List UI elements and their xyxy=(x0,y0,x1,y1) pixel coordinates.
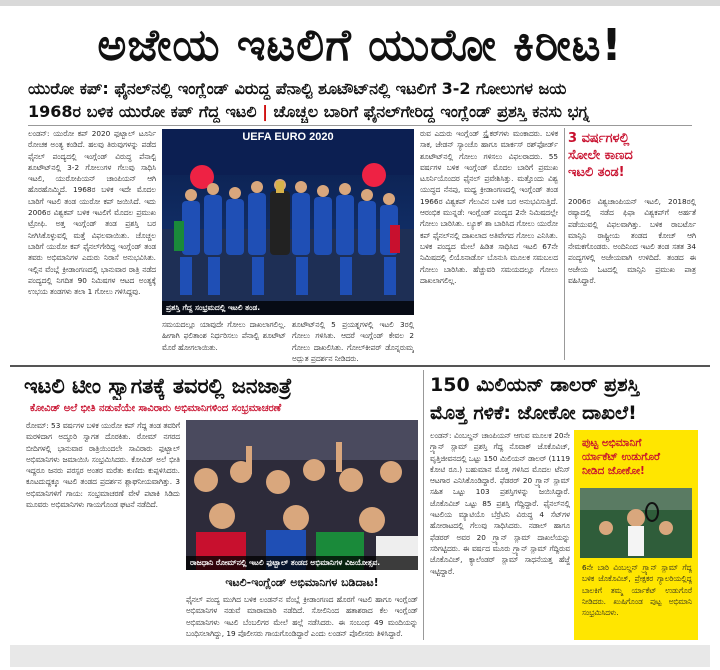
story2-bottom-body: ಫೈನಲ್ ಪಂದ್ಯ ಮುಗಿದ ಬಳಿಕ ಲಂಡನ್‌ನ ವೆಂಬ್ಲೆ ಕ್ರೀಡಾಂಗಣದ ಹೊರಗೆ ಇಟಲಿ ಹಾಗೂ ಇಂಗ್ಲೆಂಡ್ ಅಭಿಮಾನಿಗಳ ನಡುವೆ ಮಾರಾಮಾರಿ ನಡೆದಿದೆ. ಸೋಲಿನಿಂದ ಹತಾಶರಾದ ಕೆಲ ಇಂಗ್ಲೆಂಡ್ ಅಭಿಮಾನಿಗಳು ಇಟಲಿ ಬೆಂಬಲಿಗರ ಮೇಲೆ ಹಲ್ಲೆ ನಡೆಸಿದರು. ಈ ಸಂಬಂಧ 49 ಮಂದಿಯನ್ನು ಬಂಧಿಸಲಾಗಿದ್ದು, 19 ಪೊಲೀಸರು ಗಾಯಗೊಂಡಿದ್ದಾರೆ ಎಂದು ಲಂಡನ್ ಪೊಲೀಸರು ತಿಳಿಸಿದ್ದಾರೆ. xyxy=(186,595,418,638)
subhead-line-2a: 1968ರ ಬಳಿಕ ಯುರೋ ಕಪ್ ಗೆದ್ದ ಇಟಲಿ xyxy=(28,102,257,121)
divider xyxy=(423,370,424,640)
top-story-column-3: ಶೂಟೌಟ್‌ನಲ್ಲಿ 5 ಪ್ರಯತ್ನಗಳಲ್ಲಿ ಇಟಲಿ 3ರಲ್ಲಿ ಗೋಲು ಗಳಿಸಿತು. ಆದರೆ ಇಂಗ್ಲೆಂಡ್ ಕೇವಲ 2 ಗೋಲು ದಾಖಲಿಸಿತು. ಗೋಲ್‌ಕೀಪರ್ ಡೊನ್ನರುಮ್ಮ ಅದ್ಭುತ ಪ್ರದರ್ಶನ ನೀಡಿದರು. xyxy=(292,320,414,363)
top-color-strip xyxy=(0,0,720,6)
section-divider xyxy=(10,365,710,367)
photo-banner-text: UEFA EURO 2020 xyxy=(242,131,334,143)
footer-band xyxy=(10,645,710,667)
yellow-box-title xyxy=(582,436,692,478)
subhead-line-2b: ಚೊಚ್ಚಲ ಬಾರಿಗೆ ಫೈನಲ್‌ಗೇರಿದ್ದ ಇಂಗ್ಲೆಂಡ್ ಪ್ರಶಸ್ತಿ ಕನಸು ಭಗ್ನ xyxy=(273,102,590,121)
story3-headline-line1: 150 ಮಿಲಿಯನ್ ಡಾಲರ್ ಪ್ರಶಸ್ತಿ xyxy=(430,374,640,396)
divider xyxy=(564,128,565,360)
story2-headline: ಇಟಲಿ ಟೀಂ ಸ್ವಾಗತಕ್ಕೆ ತವರಲ್ಲಿ ಜನಜಾತ್ರೆ xyxy=(24,374,292,398)
sidebar-title-line: ಸೋಲೇ ಕಾಣದ xyxy=(568,148,633,163)
top-story-column-1: ಲಂಡನ್: ಯುರೋ ಕಪ್ 2020 ಫುಟ್ಬಾಲ್ ಟೂರ್ನಿ ರೋಚಕ ಅಂತ್ಯ ಕಂಡಿದೆ. ಹಲವು ತಿರುವುಗಳನ್ನು ಪಡೆದ ಫೈನಲ್ ಪಂದ್ಯದಲ್ಲಿ ಇಂಗ್ಲೆಂಡ್ ವಿರುದ್ಧ ಪೆನಾಲ್ಟಿ ಶೂಟೌಟ್‌ನಲ್ಲಿ 3-2 ಗೋಲುಗಳ ಗೆಲುವು ಸಾಧಿಸಿ ಇಟಲಿ, ಯುರೋಪಿಯನ್ ಚಾಂಪಿಯನ್ ಆಗಿ ಹೊರಹೊಮ್ಮಿದೆ. 1968ರ ಬಳಿಕ ಇದೇ ಮೊದಲ ಬಾರಿಗೆ ಇಟಲಿ ತಂಡ ಯುರೋ ಕಪ್ ಜಯಿಸಿದೆ. ಇದು 2006ರ ವಿಶ್ವಕಪ್ ಬಳಿಕ ಇಟಲಿಗೆ ಮೊದಲ ಪ್ರಮುಖ ಟ್ರೋಫಿ. ಅತ್ತ ಇಂಗ್ಲೆಂಡ್ ತಂಡ ಪ್ರಶಸ್ತಿ ಬರ ನೀಗಿಸಿಕೊಳ್ಳುವಲ್ಲಿ ಮತ್ತೆ ವಿಫಲವಾಯಿತು. ಚೊಚ್ಚಲ ಬಾರಿಗೆ ಯುರೋ ಕಪ್ ಫೈನಲ್‌ಗೇರಿದ್ದ ಇಂಗ್ಲೆಂಡ್ ತಂಡ ತವರು ಅಭಿಮಾನಿಗಳ ಎದುರು ನಿರಾಸೆ ಅನುಭವಿಸಿತು. ಇಲ್ಲಿನ ವೆಂಬ್ಲೆ ಕ್ರೀಡಾಂಗಣದಲ್ಲಿ ಭಾನುವಾರ ರಾತ್ರಿ ನಡೆದ ಪಂದ್ಯದಲ್ಲಿ ನಿಗದಿತ 90 ನಿಮಿಷಗಳ ಆಟದ ಅಂತ್ಯಕ್ಕೆ ಉಭಯ ತಂಡಗಳು ತಲಾ 1 ಗೋಲು ಗಳಿಸಿದ್ದವು. xyxy=(28,129,156,297)
italy-team-celebration-photo xyxy=(162,129,414,315)
top-story-column-2: ಸಮಯದಲ್ಲೂ ಯಾವುದೇ ಗೋಲು ದಾಖಲಾಗಲಿಲ್ಲ. ಹೀಗಾಗಿ ಫಲಿತಾಂಶ ನಿರ್ಧರಿಸಲು ಪೆನಾಲ್ಟಿ ಶೂಟೌಟ್ ಮೊರೆ ಹೋಗಲಾಯಿತು. xyxy=(162,320,286,352)
sidebar-title-line: ಇಟಲಿ ತಂಡ! xyxy=(568,165,625,180)
story3-body: ಲಂಡನ್: ವಿಂಬಲ್ಡನ್ ಚಾಂಪಿಯನ್ ಆಗುವ ಮೂಲಕ 20ನೇ ಗ್ರ್ಯಾನ್ ಸ್ಲಾಮ್ ಪ್ರಶಸ್ತಿ ಗೆದ್ದ ನೊವಾಕ್ ಜೊಕೊವಿಚ್, ವೃತ್ತಿಜೀವನದಲ್ಲಿ ಒಟ್ಟು 150 ಮಿಲಿಯನ್ ಡಾಲರ್ (1119 ಕೋಟಿ ರೂ.) ಬಹುಮಾನ ಮೊತ್ತ ಗಳಿಸಿದ ಮೊದಲ ಟೆನಿಸ್ ಆಟಗಾರ ಎನಿಸಿಕೊಂಡಿದ್ದಾರೆ. ಫೆಡರರ್ 20 ಗ್ರ್ಯಾನ್ ಸ್ಲಾಮ್ ಸಹಿತ ಒಟ್ಟು 103 ಪ್ರಶಸ್ತಿಗಳನ್ನು ಜಯಿಸಿದ್ದಾರೆ. ಜೊಕೊವಿಚ್ ಒಟ್ಟು 85 ಪ್ರಶಸ್ತಿ ಗೆದ್ದಿದ್ದಾರೆ. ಫೈನಲ್‌ನಲ್ಲಿ ಇಟಲಿಯ ಮ್ಯಾಟಿಯೊ ಬೆರ್ರೆಟಿನಿ ವಿರುದ್ಧ 4 ಸೆಟ್‌ಗಳ ಹೋರಾಟದಲ್ಲಿ ಗೆಲುವು ಸಾಧಿಸಿದರು. ನಡಾಲ್ ಹಾಗೂ ಫೆಡರರ್ ಅವರ 20 ಗ್ರ್ಯಾನ್ ಸ್ಲಾಮ್ ದಾಖಲೆಯನ್ನು ಸರಿಗಟ್ಟಿದರು. ಈ ವರ್ಷದ ಮೂರು ಗ್ರ್ಯಾನ್ ಸ್ಲಾಮ್ ಗೆದ್ದಿರುವ ಜೊಕೊವಿಚ್, ಕ್ಯಾಲೆಂಡರ್ ಸ್ಲಾಮ್ ಸಾಧನೆಯತ್ತ ಹೆಜ್ಜೆ ಇಟ್ಟಿದ್ದಾರೆ. xyxy=(430,431,570,576)
yellow-box-title-line: ಪುಟ್ಟ ಅಭಿಮಾನಿಗೆ xyxy=(582,437,642,449)
celebration-photo-art xyxy=(162,129,414,315)
yellow-box-title-line: ನೀಡಿದ ಜೋಕೋ! xyxy=(582,465,645,477)
rome-fans-celebration-photo xyxy=(186,420,418,570)
story2-subhead: ಕೋವಿಡ್ ಅಲೆ ಭೀತಿ ನಡುವೆಯೇ ಸಾವಿರಾರು ಅಭಿಮಾನಿಗಳಿಂದ ಸಂಭ್ರಮಾಚರಣೆ xyxy=(30,403,282,414)
subhead-separator: | xyxy=(262,102,268,121)
divider xyxy=(28,125,692,126)
sidebar-title-line: 3 ವರ್ಷಗಳಲ್ಲಿ xyxy=(568,131,630,146)
top-story-column-4: ರುವ ಎದುರು ಇಂಗ್ಲೆಂಡ್ ಸ್ಟ್ರೈಕರ್‌ಗಳು ಮಂಕಾದರು. ಬಳಿಕ ಸಾಕ, ಜೇಡನ್ ಸ್ಯಾಂಚೊ ಹಾಗೂ ಮಾರ್ಕಸ್ ರಶ್‌ಫೋರ್ಡ್ ಶೂಟೌಟ್‌ನಲ್ಲಿ ಗೋಲು ಗಳಿಸಲು ವಿಫಲರಾದರು. 55 ವರ್ಷಗಳ ಬಳಿಕ ಇಂಗ್ಲೆಂಡ್ ಮೊದಲ ಬಾರಿಗೆ ಪ್ರಮುಖ ಟೂರ್ನಿಯೊಂದರ ಫೈನಲ್ ಪ್ರವೇಶಿಸಿತ್ತು. ಮತ್ತೊಂದು ವಿಶ್ವ ಯುದ್ಧದ ನೆನಪು, ಮಧ್ಯ ಕ್ರೀಡಾಂಗಣದಲ್ಲಿ ಇಂಗ್ಲೆಂಡ್ ತಂಡ 1966ರ ವಿಶ್ವಕಪ್ ಗೆಲುವಿನ ಬಳಿಕ ಬರ ಅನುಭವಿಸುತ್ತಿದೆ. ಆರಂಭಿಕ ಮುನ್ನಡೆ: ಇಂಗ್ಲೆಂಡ್ ಪಂದ್ಯದ 2ನೇ ನಿಮಿಷದಲ್ಲೇ ಗೋಲು ಬಾರಿಸಿತು. ಲ್ಯೂಕ್ ಶಾ ಬಾರಿಸಿದ ಗೋಲು ಯುರೋ ಕಪ್ ಫೈನಲ್‌ನಲ್ಲಿ ದಾಖಲಾದ ಅತಿವೇಗದ ಗೋಲು ಎನಿಸಿತು. ಬಳಿಕ ಪಂದ್ಯದ ಮೇಲೆ ಹಿಡಿತ ಸಾಧಿಸಿದ ಇಟಲಿ 67ನೇ ನಿಮಿಷದಲ್ಲಿ ಲಿಯೊನಾರ್ಡೊ ಬೊನುಸಿ ಮೂಲಕ ಸಮಬಲದ ಗೋಲು ಬಾರಿಸಿತು. ಹೆಚ್ಚುವರಿ ಸಮಯದಲ್ಲೂ ಗೋಲು ದಾಖಲಾಗಲಿಲ್ಲ. xyxy=(420,129,558,285)
subhead-line-1: ಯುರೋ ಕಪ್: ಫೈನಲ್‌ನಲ್ಲಿ ಇಂಗ್ಲೆಂಡ್ ವಿರುದ್ಧ ಪೆನಾಲ್ಟಿ ಶೂಟೌಟ್‌ನಲ್ಲಿ ಇಟಲಿಗೆ 3-2 ಗೋಲುಗಳ ಜಯ xyxy=(28,79,567,98)
main-headline: ಅಜೇಯ ಇಟಲಿಗೆ ಯುರೋ ಕಿರೀಟ! xyxy=(97,20,623,71)
story2-bottom-head: ಇಟಲಿ-ಇಂಗ್ಲೆಂಡ್ ಅಭಿಮಾನಿಗಳ ಬಡಿದಾಟ! xyxy=(225,576,379,589)
story2-body-column: ರೋಮ್: 53 ವರ್ಷಗಳ ಬಳಿಕ ಯುರೋ ಕಪ್ ಗೆದ್ದ ತಂಡ ತವರಿಗೆ ಮರಳಿದಾಗ ಅದ್ಧೂರಿ ಸ್ವಾಗತ ದೊರಕಿತು. ರೋಮ್ ನಗರದ ಬೀದಿಗಳಲ್ಲಿ ಭಾನುವಾರ ರಾತ್ರಿಯಿಂದಲೇ ಸಾವಿರಾರು ಫುಟ್ಬಾಲ್ ಅಭಿಮಾನಿಗಳು ಜಮಾಯಿಸಿ ಸಂಭ್ರಮಿಸಿದರು. ಕೋವಿಡ್ ಅಲೆ ಭೀತಿ ಇದ್ದರೂ ಜನರು ಪರಸ್ಪರ ಅಂತರ ಮರೆತು ಕುಣಿದು ಕುಪ್ಪಳಿಸಿದರು. ಕೂಟದುದ್ದಕ್ಕೂ ಇಟಲಿ ತಂಡದ ಪ್ರದರ್ಶನ ಶ್ಲಾಘನೀಯವಾಗಿತ್ತು. 3 ಅಭಿಮಾನಿಗಳಿಗೆ ಗಾಯ: ಸಂಭ್ರಮಾಚರಣೆ ವೇಳೆ ಪಟಾಕಿ ಸಿಡಿದು ಮೂವರು ಅಭಿಮಾನಿಗಳು ಗಾಯಗೊಂಡ ಘಟನೆ ನಡೆದಿದೆ. xyxy=(26,421,180,510)
story3-headline-line2: ಮೊತ್ತ ಗಳಿಕೆ: ಜೋಕೋ ದಾಖಲೆ! xyxy=(430,402,637,424)
fans-photo-art xyxy=(186,420,418,570)
subhead-line-2 xyxy=(28,101,698,123)
photo-caption: ಪ್ರಶಸ್ತಿ ಗೆದ್ದ ಸಂಭ್ರಮದಲ್ಲಿ ಇಟಲಿ ತಂಡ. xyxy=(162,301,414,315)
yellow-box xyxy=(574,430,698,640)
yellow-box-title-line: ರ್ಯಾಕೆಟ್ ಉಡುಗೊರೆ xyxy=(582,451,660,463)
yellow-box-body: 6ನೇ ಬಾರಿ ವಿಂಬಲ್ಡನ್ ಗ್ರ್ಯಾನ್ ಸ್ಲಾಮ್ ಗೆದ್ದ ಬಳಿಕ ಜೊಕೊವಿಚ್, ಪ್ರೇಕ್ಷಕರ ಗ್ಯಾಲರಿಯಲ್ಲಿದ್ದ ಬಾಲಕಿಗೆ ತಮ್ಮ ರ್ಯಾಕೆಟ್ ಉಡುಗೊರೆ ನೀಡಿದರು. ಖುಷಿಗೊಂಡ ಪುಟ್ಟ ಅಭಿಮಾನಿ ಸಂಭ್ರಮಿಸಿದಳು. xyxy=(582,563,692,618)
gift-photo-art xyxy=(580,488,692,558)
photo-caption: ರಾಜಧಾನಿ ರೋಮ್‌ನಲ್ಲಿ ಇಟಲಿ ಫುಟ್ಬಾಲ್ ತಂಡದ ಅಭಿಮಾನಿಗಳ ವಿಜಯೋತ್ಸವ. xyxy=(186,556,418,570)
sidebar-title xyxy=(568,130,698,181)
djokovic-racket-gift-photo xyxy=(580,488,692,558)
sidebar-body: 2006ರ ವಿಶ್ವಚಾಂಪಿಯನ್ ಇಟಲಿ, 2018ರಲ್ಲಿ ರಷ್ಯಾದಲ್ಲಿ ನಡೆದ ಫಿಫಾ ವಿಶ್ವಕಪ್‌ಗೆ ಅರ್ಹತೆ ಪಡೆಯುವಲ್ಲಿ ವಿಫಲವಾಗಿತ್ತು. ಬಳಿಕ ರಾಬರ್ಟೊ ಮಾನ್ಸಿನಿ ರಾಷ್ಟ್ರೀಯ ತಂಡದ ಕೋಚ್ ಆಗಿ ನೇಮಕಗೊಂಡರು. ಅಂದಿನಿಂದ ಇಟಲಿ ತಂಡ ಸತತ 34 ಪಂದ್ಯಗಳಲ್ಲಿ ಅಜೇಯವಾಗಿ ಉಳಿದಿದೆ. ತಂಡದ ಈ ಅಜೇಯ ಓಟದಲ್ಲಿ ಮಾನ್ಸಿನಿ ಪ್ರಮುಖ ಪಾತ್ರ ವಹಿಸಿದ್ದಾರೆ. xyxy=(568,197,696,286)
